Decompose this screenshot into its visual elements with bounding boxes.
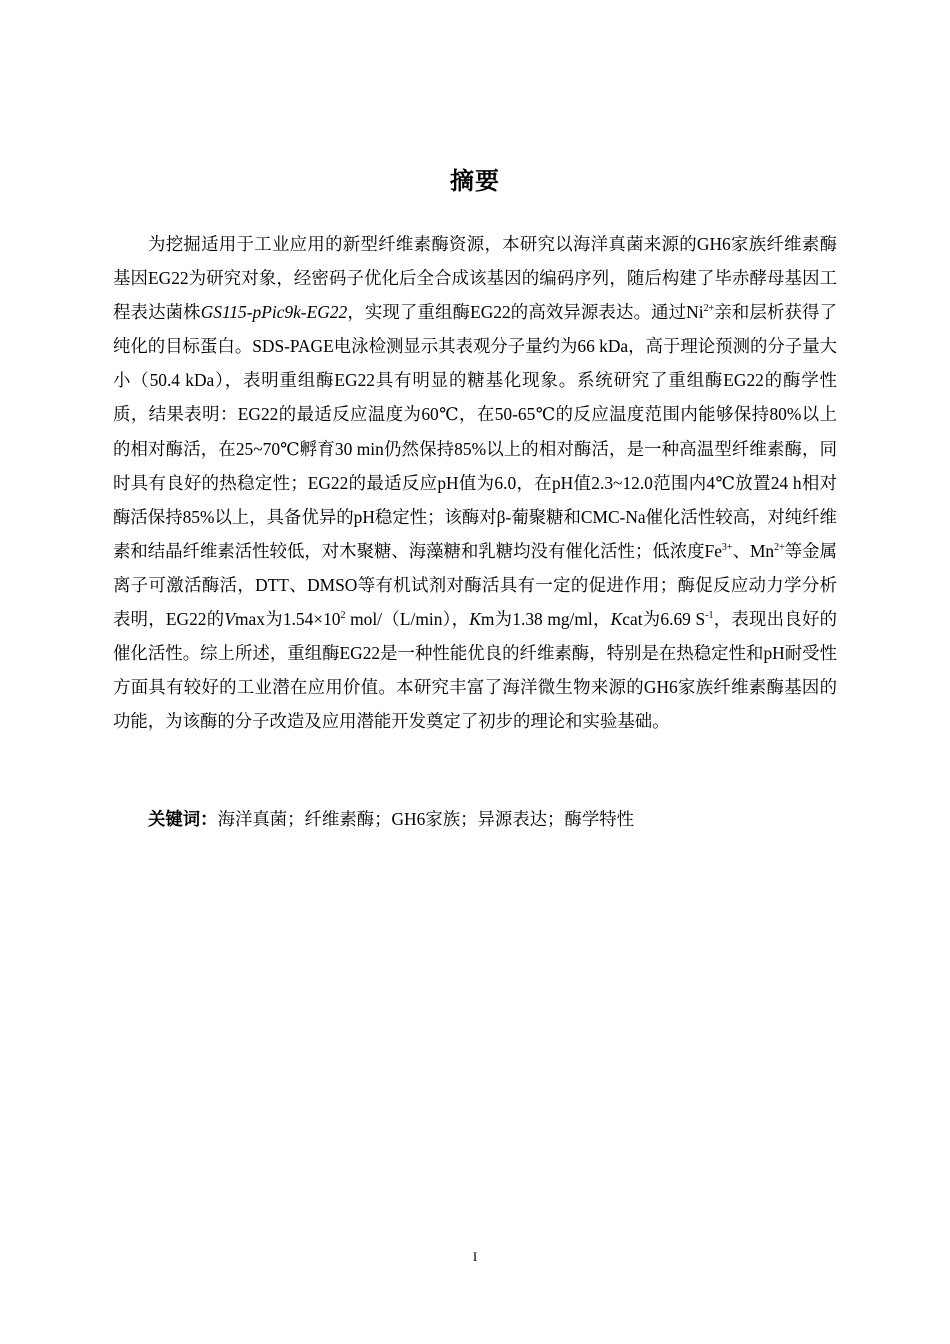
- abstract-text: 为挖掘适用于工业应用的新型纤维素酶资源，本研究以海洋真菌来源的GH6家族纤维素酶基因EG22为研究对象，经密码子优化后全合成该基因的编码序列，随后构建了毕赤酵母基因工程表达菌株: [113, 234, 837, 323]
- km-symbol: K: [469, 609, 481, 630]
- abstract-text: m为1.38 mg/ml，: [480, 609, 611, 630]
- abstract-text: 等金属离子可激活酶活，DTT、DMSO等有机试剂对酶活具有一定的促进作用；酶促反应动力学分析表明，EG22的: [113, 540, 837, 630]
- keywords-line: [148, 802, 848, 837]
- kcat-exponent: -1: [705, 610, 714, 622]
- vmax-exponent: 2: [340, 610, 346, 622]
- fe-superscript: 3+: [721, 541, 733, 553]
- page-number: I: [472, 1249, 478, 1264]
- keywords-label: 关键词：: [148, 810, 218, 830]
- keywords-text: 海洋真菌；纤维素酶；GH6家族；异源表达；酶学特性: [217, 809, 634, 829]
- page-title: 摘要: [450, 167, 500, 195]
- vmax-symbol: V: [224, 609, 236, 630]
- strain-name: GS115-pPic9k-EG22: [200, 302, 348, 323]
- abstract-text: ，表现出良好的催化活性。综上所述，重组酶EG22是一种性能优良的纤维素酶，特别是在热稳定性和pH耐受性方面具有较好的工业潜在应用价值。本研究丰富了海洋微生物来源的GH6家族纤维素酶基因的功能，为该酶的分子改造及应用潜能开发奠定了初步的理论和实验基础。: [113, 609, 837, 732]
- abstract-text: ，实现了重组酶EG22的高效异源表达。通过Ni: [347, 302, 704, 323]
- abstract-text: cat为6.69 S: [622, 609, 706, 630]
- abstract-text: 亲和层析获得了纯化的目标蛋白。SDS-PAGE电泳检测显示其表观分子量约为66 kDa，高于理论预测的分子量大小（50.4 kDa），表明重组酶EG22具有明显的糖基化现象。系统研究了重组酶EG22的酶学性质，结果表明：EG22的最适反应温度为60℃，在50-65℃的反应温度范围内能够保持80%以上的相对酶活，在25~70℃孵育30 min仍然保持85%以上的相对酶活，是一种高温型纤维素酶，同时具有良好的热稳定性；EG22的最适反应pH值为6.0，在pH值2.3~12.0范围内4℃放置24 h相对酶活保持85%以上，具备优异的pH稳定性；该酶对β-葡聚糖和CMC-Na催化活性较高，对纯纤维素和结晶纤维素活性较低，对木聚糖、海藻糖和乳糖均没有催化活性；低浓度Fe: [113, 302, 837, 561]
- abstract-text: 、Mn: [732, 540, 775, 561]
- abstract-text: mol/（L/min），: [345, 609, 470, 630]
- abstract-paragraph: [113, 227, 837, 738]
- kcat-symbol: K: [610, 609, 623, 630]
- mn-superscript: 2+: [774, 541, 785, 553]
- abstract-text: max为1.54×10: [235, 609, 341, 630]
- ni-superscript: 2+: [703, 303, 715, 315]
